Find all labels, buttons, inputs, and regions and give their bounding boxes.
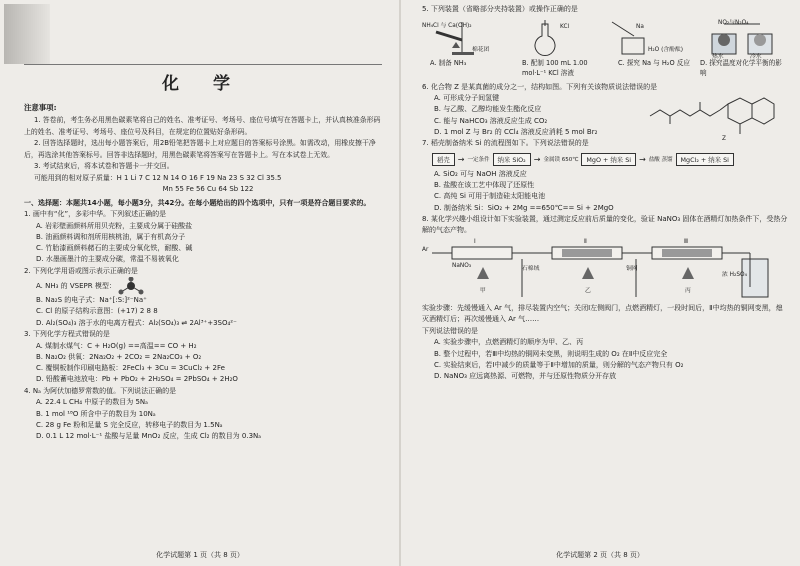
question-5: 5. 下列装置（省略部分夹持装置）或操作正确的是 <box>422 5 578 13</box>
question-7: 7. 稻壳制备纳米 Si 的流程图如下。下列说法错误的是 <box>422 139 589 148</box>
q8-label-nano3: NaNO₃ <box>452 262 472 269</box>
q1-option-d: D. 水墨画墨汁的主要成分碳，常温不易被氧化 <box>36 255 179 264</box>
flow-condition-3: 盐酸 蒸馏 <box>648 157 673 164</box>
q5-label-water: H₂O (含酚酞) <box>648 46 684 53</box>
compound-z-structure-icon <box>646 94 776 140</box>
q6-option-b: B. 与乙酸、乙醇均能发生酯化反应 <box>434 105 542 114</box>
note-1: 1. 答卷前，考生务必用黑色碳素笔将自己的姓名、准考证号、考场号、座位号填写在答题卡上，并认真核准条形码上的姓名、准考证号、考场号、座位号及科目，在规定的位置贴好条形码。 <box>24 116 381 136</box>
q5-apparatus-figure <box>422 18 788 58</box>
compound-z-label: Z <box>722 135 726 142</box>
question-4: 4. Nₐ 为阿伏加德罗常数的值。下列说法正确的是 <box>24 386 177 395</box>
q3-option-b: B. Na₂O₂ 供氧：2Na₂O₂ + 2CO₂ = 2Na₂CO₃ + O₂ <box>36 352 202 361</box>
q5-option-c: C. 探究 Na 与 H₂O 反应 <box>618 58 690 67</box>
q2-option-b: B. Na₂S 的电子式：Na⁺[:S:]²⁻Na⁺ <box>36 296 147 305</box>
q2-option-a: A. NH₃ 的 VSEPR 模型： <box>36 282 116 291</box>
q5-label-cold: 冷水 <box>750 53 762 60</box>
atomic-masses: 可能用到的相对原子质量：H 1 Li 7 C 12 N 14 O 16 F 19 Na 23 S 32 Cl 35.5 <box>34 173 282 182</box>
question-6: 6. 化合物 Z 是某真菌的成分之一，结构如图。下列有关该物质说法错误的是 <box>422 82 658 91</box>
question-1: 1. 画中有“化”，多彩中华。下列叙述正确的是 <box>24 210 167 218</box>
q8-label-iii: Ⅲ <box>684 238 688 245</box>
q5-label-kcl: KCl <box>560 23 570 30</box>
q4-option-b: B. 1 mol ¹⁸O 所含中子的数目为 10Nₐ <box>36 409 156 418</box>
page-2 <box>400 0 800 566</box>
q8-label-asbestos: 石棉绒 <box>522 265 540 272</box>
flow-mgo-si: MgO + 纳米 Si <box>581 153 636 166</box>
q5-label-cotton: 棉花团 <box>472 46 490 53</box>
q5-label-hot: 热水 <box>712 53 724 60</box>
section-1-heading: 一、选择题：本题共14小题，每小题3分，共42分。在每小题给出的四个选项中，只有一项是符合题目要求的。 <box>24 198 371 207</box>
q8-option-c: C. 实验结束后，若Ⅰ中减少的质量等于Ⅱ中增加的质量，则分解的气态产物只有 O₂ <box>434 360 684 369</box>
flow-arrow-icon: → <box>639 154 646 164</box>
flow-nano-sio2: 纳米 SiO₂ <box>493 153 531 166</box>
q5-option-a: A. 制备 NH₃ <box>430 58 467 67</box>
q6-option-c: C. 能与 NaHCO₃ 溶液反应生成 CO₂ <box>434 116 548 125</box>
q5-label-no2: NO₂与N₂O₄ <box>718 19 749 26</box>
q7-option-b: B. 盐酸在该工艺中体现了还原性 <box>434 180 535 189</box>
q3-option-a: A. 煤制水煤气：C + H₂O(g) ==高温== CO + H₂ <box>36 341 197 350</box>
q3-option-d: D. 铅酸蓄电池放电：Pb + PbO₂ + 2H₂SO₄ = 2PbSO₄ + 2H₂O <box>36 375 238 384</box>
q7-flowchart <box>432 153 788 166</box>
question-6-block <box>422 82 788 142</box>
q8-label-ii: Ⅱ <box>584 238 587 245</box>
q8-option-d: D. NaNO₃ 应远离热源、可燃物，并与还原性物质分开存放 <box>434 372 617 381</box>
q8-steps: 实验步骤：先缓慢通入 Ar 气，排尽装置内空气；关闭Ⅰ左侧阀门，点燃酒精灯，一段时间后，Ⅱ中均热的铜网变黑，熄灭酒精灯后；再次缓慢通入 Ar 气…… <box>422 303 783 324</box>
flow-arrow-icon: → <box>457 154 465 164</box>
note-3: 3. 考试结束后，将本试卷和答题卡一并交回。 <box>34 162 174 170</box>
q8-label-jia: 甲 <box>480 287 486 294</box>
q5-option-d: D. 探究温度对化学平衡的影响 <box>700 58 782 77</box>
q8-label-h2so4: 浓 H₂SO₄ <box>722 271 747 278</box>
q7-option-c: C. 高纯 Si 可用于制造硅太阳能电池 <box>434 192 546 201</box>
q8-option-a: A. 实验步骤中，点燃酒精灯的顺序为甲、乙、丙 <box>434 338 584 347</box>
q8-label-copper-mesh: 铜网 <box>626 265 638 272</box>
question-2: 2. 下列化学用语或图示表示正确的是 <box>24 266 138 275</box>
q2-option-d: D. Al₂(SO₄)₃ 溶于水的电离方程式：Al₂(SO₄)₃ ⇌ 2Al³⁺+3SO₄²⁻ <box>36 318 237 327</box>
q5-option-b: B. 配制 100 mL 1.00 mol·L⁻¹ KCl 溶液 <box>522 58 588 77</box>
q5-options <box>422 58 788 82</box>
atomic-masses-2: Mn 55 Fe 56 Cu 64 Sb 122 <box>162 185 254 193</box>
q2-option-c: C. Cl 的原子结构示意图：(+17) 2 8 8 <box>36 307 158 316</box>
q8-label-yi: 乙 <box>585 287 591 294</box>
q8-apparatus-figure <box>422 239 788 301</box>
q4-option-a: A. 22.4 L CH₄ 中原子的数目为 5Nₐ <box>36 398 148 407</box>
q8-label-ar: Ar <box>422 246 429 253</box>
flow-mgcl2-si: MgCl₂ + 纳米 Si <box>676 153 734 166</box>
q1-option-a: A. 岩彩壁画颜料所用贝壳粉，主要成分属于硅酸盐 <box>36 221 193 230</box>
flow-arrow-icon: → <box>533 154 541 164</box>
q4-option-c: C. 28 g Fe 粉和足量 S 完全反应，转移电子的数目为 1.5Nₐ <box>36 420 223 429</box>
question-8: 8. 某化学兴趣小组设计如下实验装置，通过测定反应前后质量的变化，验证 NaNO₃ 固体在酒精灯加热条件下，受热分解的气态产物。 <box>422 214 788 235</box>
q2-option-a-row <box>36 277 382 295</box>
flow-condition-1: 一定条件 <box>467 157 490 164</box>
note-2: 2. 回答选择题时，选出每小题答案后，用2B铅笔把答题卡上对应题目的答案标号涂黑。如需改动，用橡皮擦干净后，再选涂其他答案标号。回答非选择题时，用黑色碳素笔将答案写在答题卡上。写在本试卷上无效。 <box>24 139 376 159</box>
q5-label-nh4cl: NH₄Cl 与 Ca(OH)₂ <box>422 22 472 29</box>
page-2-footer: 化学试题第 2 页（共 8 页） <box>556 551 644 559</box>
flow-condition-2: 金属镁 650℃ <box>543 157 579 164</box>
flow-rice-husk: 稻壳 <box>432 153 455 166</box>
page-title: 化 学 <box>162 74 244 94</box>
q1-option-c: C. 竹胎漆画颜料赭石的主要成分氧化铁，耐酸、碱 <box>36 244 193 253</box>
q5-label-na: Na <box>636 23 644 30</box>
vsepr-model-icon <box>116 277 146 295</box>
question-3: 3. 下列化学方程式错误的是 <box>24 330 110 339</box>
q7-option-d: D. 制备纳米 Si：SiO₂ + 2Mg ==650℃== Si + 2MgO <box>434 203 614 212</box>
q8-ask: 下列说法错误的是 <box>422 326 478 335</box>
q8-option-b: B. 整个过程中，若Ⅲ中均热的铜网未变黑，则说明生成的 O₂ 在Ⅱ中反应完全 <box>434 349 668 358</box>
q6-option-a: A. 可形成分子间氢键 <box>434 94 500 102</box>
q3-option-c: C. 覆铜板制作印刷电路板：2FeCl₃ + 3Cu = 3CuCl₂ + 2Fe <box>36 364 225 373</box>
q7-option-a: A. SiO₂ 可与 NaOH 溶液反应 <box>434 169 527 178</box>
q8-label-i: Ⅰ <box>474 238 476 245</box>
q4-option-d: D. 0.1 L 12 mol·L⁻¹ 盐酸与足量 MnO₂ 反应，生成 Cl₂ 的数目为 0.3Nₐ <box>36 432 262 441</box>
notes-title: 注意事项: <box>24 103 57 112</box>
q6-option-d: D. 1 mol Z 与 Br₂ 的 CCl₄ 溶液反应消耗 5 mol Br₂ <box>434 127 598 136</box>
page-1-footer: 化学试题第 1 页（共 8 页） <box>156 551 244 559</box>
q1-option-b: B. 油画颜料调和剂所用核桃油，属于有机高分子 <box>36 232 186 241</box>
q8-label-bing: 丙 <box>685 287 691 294</box>
header-blank-area <box>24 4 382 65</box>
